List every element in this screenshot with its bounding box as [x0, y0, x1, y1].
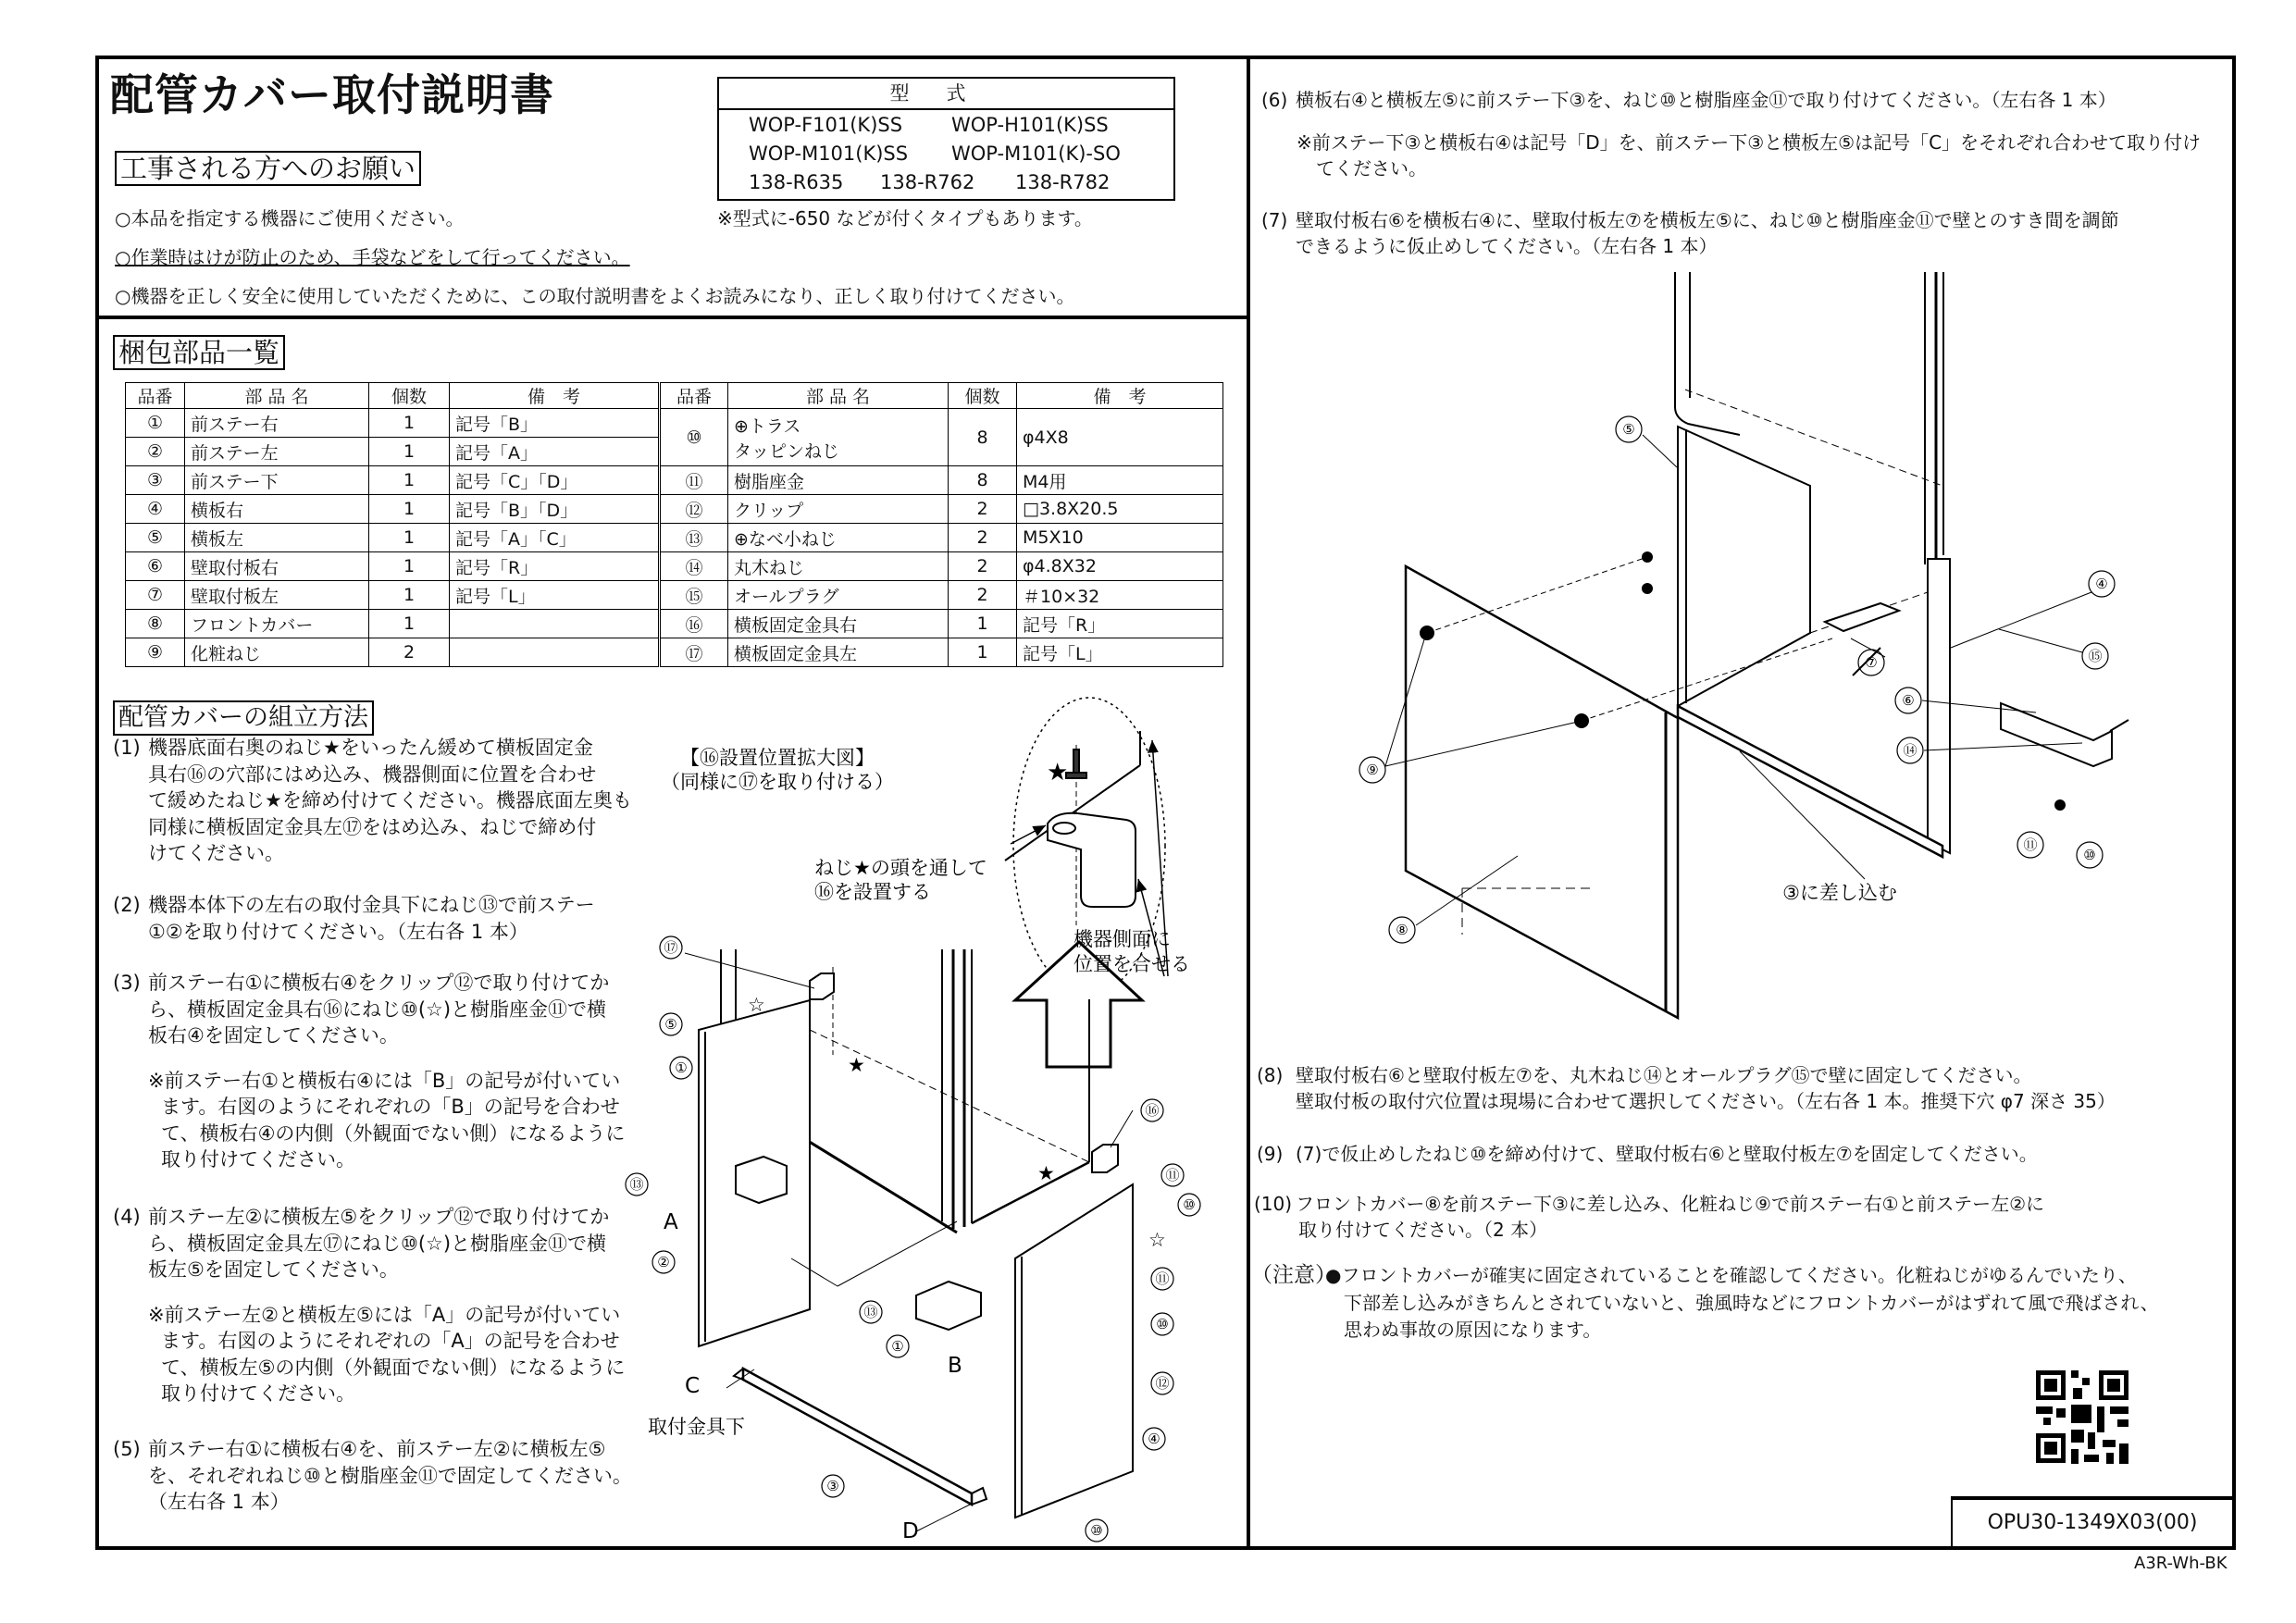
- request-3: ○機器を正しく安全に使用していただくために、この取付説明書をよくお読みになり、正しく取り付けてください。: [115, 285, 1075, 307]
- step-line: フロントカバー⑧を前ステー下③に差し込み、化粧ねじ⑨で前ステー右①と前ステー左②に: [1296, 1193, 2045, 1215]
- col-name: 部 品 名: [728, 383, 949, 409]
- caution-line: ●フロントカバーが確実に固定されていることを確認してください。化粧ねじがゆるんでいたり、: [1325, 1264, 2137, 1286]
- callout-label: ⑬: [629, 1176, 644, 1193]
- callout: [626, 1173, 648, 1196]
- part-name: 横板固定金具右: [728, 610, 949, 638]
- step-note-line: 取り付けてください。: [161, 1382, 355, 1405]
- part-name: 前ステー右: [185, 409, 369, 438]
- callout: [660, 1013, 682, 1035]
- leader: [838, 1221, 957, 1286]
- screw-icon: [1066, 750, 1086, 778]
- part-name: 横板右: [185, 495, 369, 524]
- step-note-line: ※前ステー左②と横板左⑤には「A」の記号が付いてい: [148, 1303, 621, 1326]
- part-no: ⑥: [126, 552, 185, 581]
- callout-label: ③: [826, 1478, 839, 1494]
- star-mark: ★: [848, 1054, 865, 1076]
- front-stay-bottom: [743, 1369, 972, 1505]
- letter-b: B: [948, 1354, 962, 1378]
- part-name: 壁取付板右: [185, 552, 369, 581]
- caution-line: 下部差し込みがきちんとされていないと、強風時などにフロントカバーがはずれて風で飛ばされ、: [1344, 1291, 2159, 1314]
- step-line: けてください。: [148, 842, 284, 864]
- part-note: φ4X8: [1017, 409, 1223, 466]
- step-number: (10): [1254, 1193, 1293, 1215]
- part-note: 記号「B」: [450, 409, 660, 438]
- step-line: ら、横板固定金具左⑰にねじ⑩(☆)と樹脂座金⑪で横: [148, 1232, 607, 1255]
- callout-label: ⑮: [2088, 648, 2103, 664]
- part-note: 記号「A」: [450, 438, 660, 466]
- left-diagram: [685, 698, 1168, 1531]
- callout-label: ⑤: [664, 1016, 677, 1033]
- part-note: 記号「L」: [450, 581, 660, 610]
- leader: [916, 1504, 972, 1531]
- part-no: ⑪: [660, 466, 728, 495]
- step-line: 前ステー右①に横板右④を、前ステー左②に横板左⑤: [148, 1438, 606, 1460]
- letter-d: D: [902, 1519, 919, 1543]
- callout-label: ①: [891, 1338, 904, 1355]
- step-note-line: ます。右図のようにそれぞれの「A」の記号を合わせ: [161, 1330, 620, 1352]
- letter-c: C: [685, 1374, 701, 1398]
- callout: [652, 1251, 675, 1273]
- callout: [860, 1301, 882, 1323]
- request-2: ○作業時はけが防止のため、手袋などをして行ってください。: [115, 246, 630, 268]
- step-note-line: ※前ステー右①と横板右④には「B」の記号が付いてい: [148, 1069, 621, 1092]
- step-line: (7)で仮止めしたねじ⑩を締め付けて、壁取付板右⑥と壁取付板左⑦を固定してください。: [1296, 1143, 2038, 1165]
- part-qty: 1: [369, 495, 450, 524]
- part-name: ⊕なべ小ねじ: [728, 524, 949, 552]
- step-line: できるように仮止めしてください。（左右各 1 本）: [1296, 235, 1718, 257]
- side-note-line: 機器側面に: [1074, 928, 1171, 950]
- part-note: 記号「R」: [450, 552, 660, 581]
- paper-code: A3R-Wh-BK: [2134, 1554, 2228, 1573]
- part-no: ⑤: [126, 524, 185, 552]
- step-line: 同様に横板固定金具左⑰をはめ込み、ねじで締め付: [148, 815, 597, 838]
- detail-title: 【⑯設置位置拡大図】: [680, 747, 875, 769]
- part-qty: 1: [369, 409, 450, 438]
- col-note: 備 考: [450, 383, 660, 409]
- part-qty: 8: [949, 466, 1017, 495]
- bracket-16: [1092, 1145, 1118, 1172]
- part-no: ②: [126, 438, 185, 466]
- step-note-line: ます。右図のようにそれぞれの「B」の記号を合わせ: [161, 1096, 620, 1118]
- part-qty: 8: [949, 409, 1017, 466]
- callout: [2082, 643, 2108, 669]
- callout-label: ②: [657, 1254, 670, 1270]
- part-qty: 1: [369, 466, 450, 495]
- callout: [2089, 571, 2115, 597]
- bracket-16-detail: [1048, 813, 1136, 907]
- part-qty: 1: [369, 610, 450, 638]
- front-stay-left: [736, 1157, 787, 1203]
- part-name: 横板左: [185, 524, 369, 552]
- front-stay-right: [916, 1282, 981, 1330]
- callout: [1141, 1099, 1163, 1121]
- part-qty: 2: [949, 552, 1017, 581]
- leader: [1643, 435, 1677, 467]
- col-qty: 個数: [949, 383, 1017, 409]
- col-qty: 個数: [369, 383, 450, 409]
- parts-heading: 梱包部品一覧: [113, 335, 285, 370]
- callout-label: ⑤: [1622, 421, 1635, 438]
- part-note: 記号「R」: [1017, 610, 1223, 638]
- step-line: 横板右④と横板左⑤に前ステー下③を、ねじ⑩と樹脂座金⑪で取り付けてください。（左右各 1 本）: [1296, 89, 2116, 111]
- part-qty: 2: [949, 495, 1017, 524]
- screw-note-line: ねじ★の頭を通して: [814, 857, 987, 879]
- step-line: 板左⑤を固定してください。: [148, 1258, 399, 1281]
- part-no: ⑩: [660, 409, 728, 466]
- step-line: て緩めたねじ★を締め付けてください。機器底面左奥も: [148, 789, 632, 812]
- part-no: ⑭: [660, 552, 728, 581]
- side-panel-right: [1928, 559, 1950, 853]
- part-note: M4用: [1017, 466, 1223, 495]
- step-line: 前ステー左②に横板左⑤をクリップ⑫で取り付けてか: [148, 1206, 610, 1228]
- screw-icon: [2055, 800, 2065, 810]
- callout-label: ⑥: [1902, 692, 1915, 709]
- part-name-line1: ⊕トラス: [734, 415, 801, 437]
- step-number: (5): [113, 1438, 141, 1460]
- part-qty: 2: [369, 638, 450, 667]
- part-name: 横板固定金具左: [728, 638, 949, 667]
- col-no: 品番: [126, 383, 185, 409]
- part-qty: 1: [949, 610, 1017, 638]
- callout-label: ⑬: [863, 1304, 878, 1320]
- callout: [1151, 1313, 1173, 1335]
- step-note-line: ※前ステー下③と横板右④は記号「D」を、前ステー下③と横板左⑤は記号「C」をそれぞれ合わせて取り付け: [1297, 131, 2202, 154]
- part-no: ⑫: [660, 495, 728, 524]
- step-line: 具右⑯の穴部にはめ込み、機器側面に位置を合わせ: [148, 762, 597, 786]
- part-name: オールプラグ: [728, 581, 949, 610]
- part-name: 前ステー左: [185, 438, 369, 466]
- callout: [660, 936, 682, 959]
- part-note: □3.8X20.5: [1017, 495, 1223, 524]
- document-code: OPU30-1349X03(00): [1951, 1496, 2232, 1546]
- model: WOP-F101(K)SS: [749, 114, 903, 136]
- side-panel-right: [1015, 1184, 1133, 1518]
- model: 138-R762: [880, 171, 975, 193]
- step-number: (8): [1257, 1064, 1284, 1086]
- part-qty: 1: [369, 524, 450, 552]
- part-no: ⑨: [126, 638, 185, 667]
- callout: [887, 1335, 909, 1357]
- callout: [670, 1057, 692, 1079]
- col-no: 品番: [660, 383, 728, 409]
- part-no: ⑬: [660, 524, 728, 552]
- part-note: M5X10: [1017, 524, 1223, 552]
- part-note: 記号「L」: [1017, 638, 1223, 667]
- leader: [1111, 1110, 1133, 1147]
- callout-label: ⑩: [1090, 1522, 1103, 1539]
- part-no: ⑧: [126, 610, 185, 638]
- step-line: 壁取付板右⑥と壁取付板左⑦を、丸木ねじ⑭とオールプラグ⑮で壁に固定してください。: [1296, 1064, 2032, 1086]
- part-no: ④: [126, 495, 185, 524]
- screw-icon: [1643, 584, 1652, 593]
- callout: [1086, 1519, 1108, 1542]
- step-line: 壁取付板右⑥を横板右④に、壁取付板左⑦を横板左⑤に、ねじ⑩と樹脂座金⑪で壁とのすき間を調節: [1296, 209, 2119, 231]
- callout-label: ⑯: [1145, 1102, 1160, 1119]
- part-name: 前ステー下: [185, 466, 369, 495]
- model: WOP-H101(K)SS: [951, 114, 1109, 136]
- callout: [1151, 1268, 1173, 1290]
- callout-label: ⑩: [1183, 1196, 1196, 1213]
- detail-subtitle: （同様に⑰を取り付ける）: [661, 771, 894, 793]
- model: WOP-M101(K)-SO: [951, 142, 1121, 165]
- step-note-line: て、横板右④の内側（外観面でない側）になるように: [161, 1121, 626, 1145]
- callout: [1895, 688, 1921, 713]
- callout: [822, 1475, 844, 1497]
- model-heading: 型式: [719, 79, 1173, 110]
- leader: [1951, 592, 2091, 648]
- part-qty: 1: [369, 581, 450, 610]
- star-mark: ☆: [748, 994, 765, 1016]
- bracket-17: [810, 973, 834, 999]
- part-no: ⑰: [660, 638, 728, 667]
- callout-label: ⑰: [664, 939, 678, 956]
- callout-label: ④: [1148, 1431, 1160, 1447]
- part-qty: 1: [369, 438, 450, 466]
- part-no: ③: [126, 466, 185, 495]
- step-note-line: 取り付けてください。: [161, 1148, 355, 1171]
- part-no: ⑯: [660, 610, 728, 638]
- step-line: 機器本体下の左右の取付金具下にねじ⑬で前ステー: [148, 894, 595, 916]
- letter-a: A: [664, 1210, 678, 1234]
- side-note-line: 位置を合せる: [1074, 953, 1190, 975]
- leader: [685, 953, 814, 988]
- part-note: 記号「A」「C」: [450, 524, 660, 552]
- qr-code: [2036, 1370, 2128, 1464]
- step-note-line: てください。: [1316, 157, 1427, 180]
- step-line: （左右各 1 本）: [148, 1491, 290, 1513]
- front-stay-bottom: [1678, 706, 1942, 857]
- callout: [1897, 737, 1923, 763]
- part-name: 丸木ねじ: [728, 552, 949, 581]
- leader: [1999, 629, 2082, 652]
- part-qty: 1: [949, 638, 1017, 667]
- bracket-label: 取付金具下: [648, 1416, 745, 1438]
- callout-label: ⑭: [1903, 742, 1917, 759]
- step-line: 取り付けてください。（2 本）: [1298, 1219, 1548, 1241]
- callout: [1858, 650, 1884, 675]
- step-number: (2): [113, 894, 141, 916]
- side-panel-left: [1678, 427, 1810, 706]
- callout: [1389, 917, 1415, 943]
- part-no: ①: [126, 409, 185, 438]
- part-name-line2: タッピンねじ: [734, 440, 840, 462]
- callout: [1151, 1372, 1173, 1394]
- callout: [2017, 832, 2043, 858]
- part-qty: 1: [369, 552, 450, 581]
- model-note: ※型式に-650 などが付くタイプもあります。: [717, 207, 1093, 229]
- star-mark: ★: [1047, 759, 1069, 787]
- callout: [1178, 1194, 1200, 1216]
- part-note: ＃10×32: [1017, 581, 1223, 610]
- step-number: (3): [113, 972, 141, 994]
- part-no: ⑦: [126, 581, 185, 610]
- part-name: クリップ: [728, 495, 949, 524]
- request-1: ○本品を指定する機器にご使用ください。: [115, 207, 465, 229]
- callout: [2077, 842, 2103, 868]
- callout-label: ⑩: [1156, 1316, 1169, 1332]
- part-qty: 2: [949, 581, 1017, 610]
- model: WOP-M101(K)SS: [749, 142, 909, 165]
- callout-label: ⑪: [1165, 1167, 1180, 1183]
- step-number: (7): [1261, 209, 1288, 231]
- part-note: 記号「B」「D」: [450, 495, 660, 524]
- step-number: (6): [1261, 89, 1288, 111]
- step-line: 前ステー右①に横板右④をクリップ⑫で取り付けてか: [148, 972, 610, 994]
- caution-line: 思わぬ事故の原因になります。: [1344, 1319, 1602, 1341]
- wall-plate-left: [1825, 603, 1899, 631]
- star-mark: ☆: [1148, 1229, 1166, 1251]
- part-qty: 2: [949, 524, 1017, 552]
- callout: [1161, 1164, 1184, 1186]
- front-cover: [1406, 566, 1678, 1018]
- part-note: φ4.8X32: [1017, 552, 1223, 581]
- callout-label: ⑪: [2023, 836, 2038, 853]
- step-line: を、それぞれねじ⑩と樹脂座金⑪で固定してください。: [148, 1464, 632, 1487]
- wall-plate-right: [2001, 703, 2112, 766]
- col-name: 部 品 名: [185, 383, 369, 409]
- part-name: 樹脂座金: [728, 466, 949, 495]
- part-name: フロントカバー: [185, 610, 369, 638]
- callout: [1616, 416, 1642, 442]
- step-line: 機器底面右奥のねじ★をいったん緩めて横板固定金: [148, 737, 593, 759]
- callout-label: ①: [675, 1059, 688, 1076]
- col-note: 備 考: [1017, 383, 1223, 409]
- callout-label: ⑩: [2083, 847, 2096, 863]
- part-name: 壁取付板左: [185, 581, 369, 610]
- star-mark: ★: [1037, 1162, 1055, 1184]
- step-note-line: て、横板左⑤の内側（外観面でない側）になるように: [161, 1356, 626, 1379]
- callout-label: ⑪: [1155, 1270, 1170, 1287]
- callout: [1143, 1428, 1165, 1450]
- step-number: (9): [1257, 1143, 1284, 1165]
- step-line: 壁取付板の取付穴位置は現場に合わせて選択してください。（左右各 1 本。推奨下穴 φ7 深さ 35）: [1296, 1090, 2116, 1112]
- step-line: ①②を取り付けてください。（左右各 1 本）: [148, 920, 528, 943]
- screw-icon: [1853, 648, 2128, 731]
- callout-label: ⑨: [1366, 762, 1379, 778]
- part-note: 記号「C」「D」: [450, 466, 660, 495]
- step-number: (4): [113, 1206, 141, 1228]
- request-heading: 工事される方へのお願い: [115, 151, 421, 186]
- right-diagram: [1385, 272, 2128, 1018]
- assembly-heading: 配管カバーの組立方法: [113, 700, 374, 736]
- part-name: 化粧ねじ: [185, 638, 369, 667]
- part-no: ⑮: [660, 581, 728, 610]
- callout: [1359, 757, 1385, 783]
- caution-label: （注意）: [1251, 1263, 1336, 1287]
- model: 138-R782: [1015, 171, 1111, 193]
- unit-bottom: [972, 1162, 1089, 1223]
- page-title: 配管カバー取付説明書: [110, 70, 554, 121]
- callout-label: ⑫: [1155, 1375, 1170, 1392]
- callout-label: ⑦: [1865, 654, 1878, 671]
- model: 138-R635: [749, 171, 844, 193]
- screw-note-line: ⑯を設置する: [814, 881, 931, 903]
- insert-label: ③に差し込む: [1782, 882, 1897, 904]
- callout-label: ④: [2095, 576, 2108, 592]
- step-line: 板右④を固定してください。: [148, 1024, 399, 1047]
- step-line: ら、横板固定金具右⑯にねじ⑩(☆)と樹脂座金⑪で横: [148, 997, 607, 1021]
- callout-label: ⑧: [1396, 922, 1409, 938]
- step-number: (1): [113, 737, 141, 759]
